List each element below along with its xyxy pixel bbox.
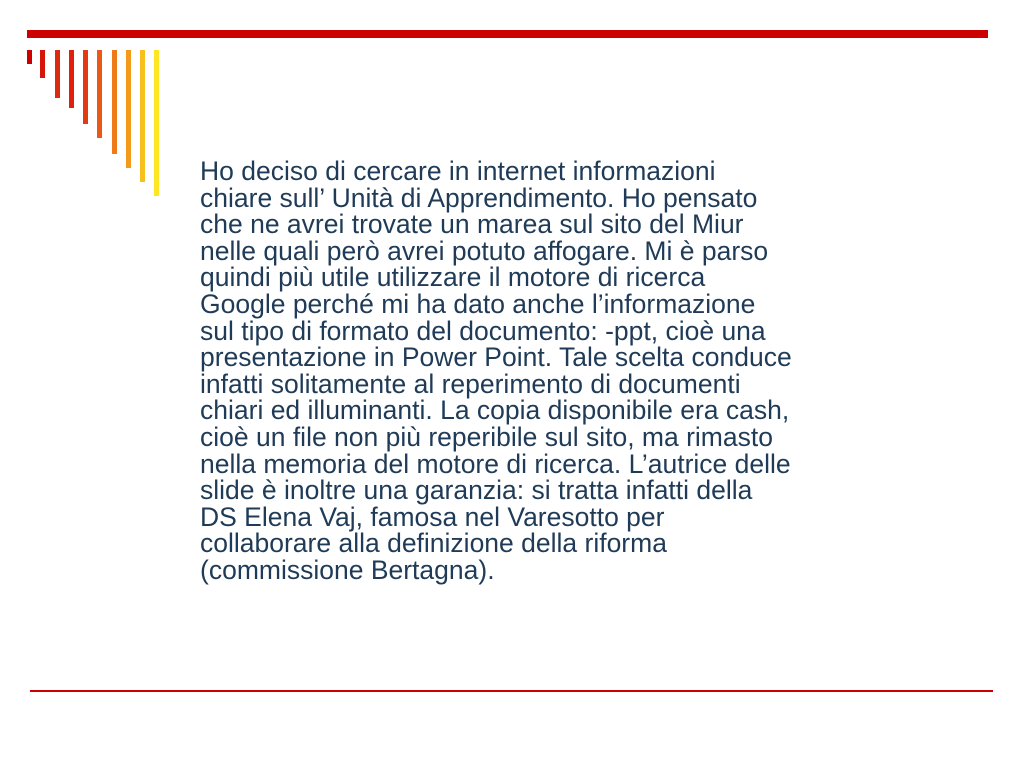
body-text: Ho deciso di cercare in internet informazioni chiare sull’ Unità di Apprendimento. Ho pensato che ne avrei trovate un marea sul sito del Miur nelle quali però avrei potuto affogare. Mi è parso quindi più utile utilizzare il motore di ricerca Google perché mi ha dato anche l’informazione sul tipo di formato del documento: -ppt, cioè una presentazione in Power Point. Tale scelta conduce infatti solitamente al reperimento di documenti chiari ed illuminanti. La copia disponibile era cash, cioè un file non più reperibile sul sito, ma rimasto nella memoria del motore di ricerca. L’autrice delle slide è inoltre una garanzia: si tratta infatti della DS Elena Vaj, famosa nel Varesotto per collaborare alla definizione della riforma (commissione Bertagna). <box>200 156 792 585</box>
stripe-1 <box>27 50 32 64</box>
stripe-5 <box>83 50 88 124</box>
stripe-8 <box>126 50 131 168</box>
decorative-stripes <box>0 0 180 220</box>
stripe-3 <box>55 50 60 98</box>
stripe-2 <box>40 50 45 78</box>
bottom-red-rule <box>30 690 993 692</box>
stripe-4 <box>69 50 74 108</box>
stripe-9 <box>140 50 145 182</box>
stripe-6 <box>97 50 102 138</box>
stripe-10 <box>154 50 159 196</box>
stripe-7 <box>112 50 117 154</box>
